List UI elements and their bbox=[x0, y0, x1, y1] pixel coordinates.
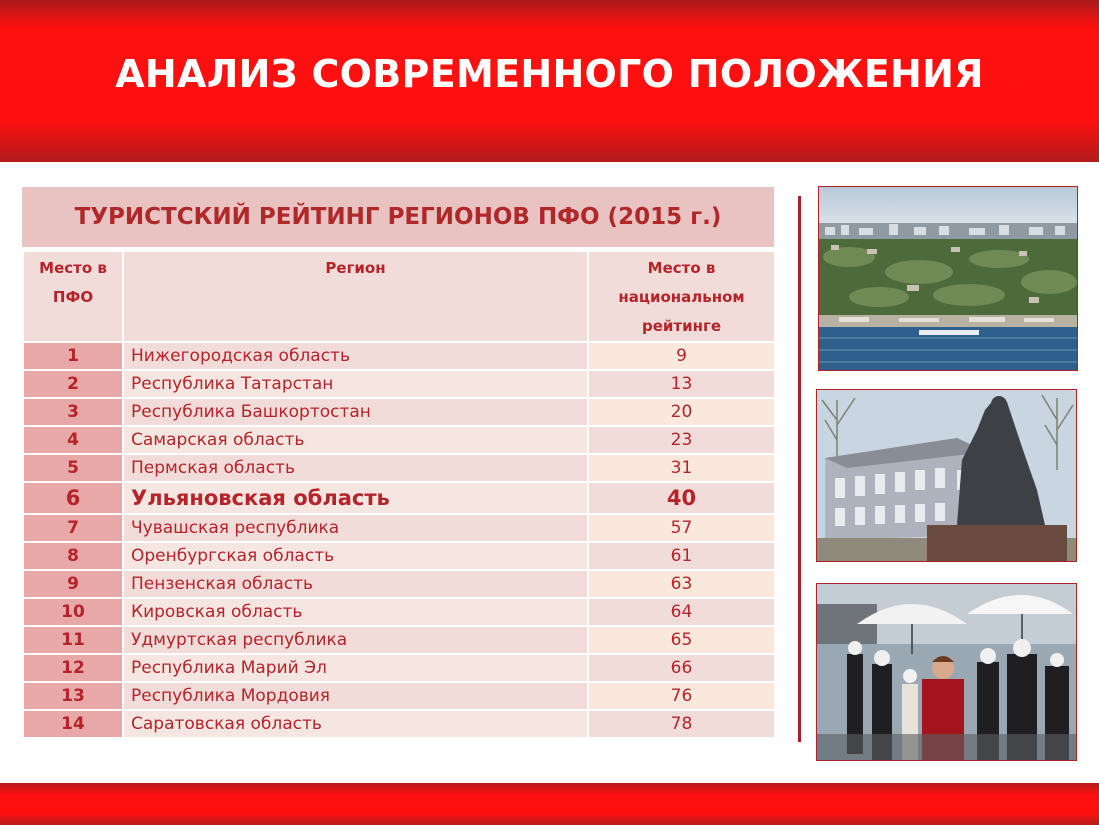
table-row bbox=[23, 514, 775, 542]
table-row bbox=[23, 542, 775, 570]
table-row bbox=[23, 342, 775, 370]
table-row bbox=[23, 626, 775, 654]
city-panorama-photo bbox=[818, 186, 1078, 371]
table-row bbox=[23, 398, 775, 426]
place-cell: 11 bbox=[23, 626, 123, 654]
region-cell: Республика Марий Эл bbox=[123, 654, 588, 682]
place-cell: 7 bbox=[23, 514, 123, 542]
city-panorama-image bbox=[819, 187, 1077, 370]
footer-banner bbox=[0, 783, 1099, 825]
national-rank-cell: 40 bbox=[588, 482, 775, 514]
column-header-national-line: рейтинге bbox=[642, 317, 721, 335]
region-cell: Республика Башкортостан bbox=[123, 398, 588, 426]
region-cell: Пензенская область bbox=[123, 570, 588, 598]
national-rank-cell: 64 bbox=[588, 598, 775, 626]
national-rank-cell: 65 bbox=[588, 626, 775, 654]
rating-table bbox=[22, 250, 776, 739]
place-cell: 9 bbox=[23, 570, 123, 598]
page-title: АНАЛИЗ СОВРЕМЕННОГО ПОЛОЖЕНИЯ bbox=[115, 52, 984, 96]
place-cell: 5 bbox=[23, 454, 123, 482]
region-cell: Республика Мордовия bbox=[123, 682, 588, 710]
monument-image bbox=[817, 390, 1076, 561]
table-row bbox=[23, 370, 775, 398]
place-cell: 10 bbox=[23, 598, 123, 626]
place-cell: 1 bbox=[23, 342, 123, 370]
region-cell: Республика Татарстан bbox=[123, 370, 588, 398]
place-cell: 13 bbox=[23, 682, 123, 710]
column-header-place bbox=[23, 251, 123, 342]
national-rank-cell: 66 bbox=[588, 654, 775, 682]
table-title: ТУРИСТСКИЙ РЕЙТИНГ РЕГИОНОВ ПФО (2015 г.) bbox=[22, 187, 774, 247]
monument-photo bbox=[816, 389, 1077, 562]
table-row bbox=[23, 682, 775, 710]
table-row bbox=[23, 710, 775, 738]
table-header-row bbox=[23, 251, 775, 342]
header-banner bbox=[0, 0, 1099, 162]
national-rank-cell: 78 bbox=[588, 710, 775, 738]
region-cell: Ульяновская область bbox=[123, 482, 588, 514]
national-rank-cell: 31 bbox=[588, 454, 775, 482]
festival-photo bbox=[816, 583, 1077, 761]
vertical-divider bbox=[798, 196, 801, 742]
place-cell: 3 bbox=[23, 398, 123, 426]
table-row bbox=[23, 454, 775, 482]
column-header-national-line: национальном bbox=[618, 288, 745, 306]
national-rank-cell: 13 bbox=[588, 370, 775, 398]
national-rank-cell: 9 bbox=[588, 342, 775, 370]
place-cell: 6 bbox=[23, 482, 123, 514]
table-row-highlighted bbox=[23, 482, 775, 514]
national-rank-cell: 63 bbox=[588, 570, 775, 598]
region-cell: Удмуртская республика bbox=[123, 626, 588, 654]
region-cell: Нижегородская область bbox=[123, 342, 588, 370]
festival-image bbox=[817, 584, 1076, 760]
national-rank-cell: 61 bbox=[588, 542, 775, 570]
column-header-place-line: Место в bbox=[39, 259, 107, 277]
region-cell: Самарская область bbox=[123, 426, 588, 454]
place-cell: 2 bbox=[23, 370, 123, 398]
place-cell: 12 bbox=[23, 654, 123, 682]
column-header-region: Регион bbox=[123, 251, 588, 342]
national-rank-cell: 76 bbox=[588, 682, 775, 710]
region-cell: Оренбургская область bbox=[123, 542, 588, 570]
table-row bbox=[23, 598, 775, 626]
national-rank-cell: 20 bbox=[588, 398, 775, 426]
place-cell: 4 bbox=[23, 426, 123, 454]
national-rank-cell: 23 bbox=[588, 426, 775, 454]
national-rank-cell: 57 bbox=[588, 514, 775, 542]
table-row bbox=[23, 570, 775, 598]
place-cell: 14 bbox=[23, 710, 123, 738]
table-row bbox=[23, 654, 775, 682]
table-row bbox=[23, 426, 775, 454]
column-header-national-line: Место в bbox=[647, 259, 716, 277]
region-cell: Кировская область bbox=[123, 598, 588, 626]
region-cell: Пермская область bbox=[123, 454, 588, 482]
place-cell: 8 bbox=[23, 542, 123, 570]
column-header-national bbox=[588, 251, 775, 342]
region-cell: Саратовская область bbox=[123, 710, 588, 738]
column-header-place-line: ПФО bbox=[52, 288, 94, 306]
region-cell: Чувашская республика bbox=[123, 514, 588, 542]
